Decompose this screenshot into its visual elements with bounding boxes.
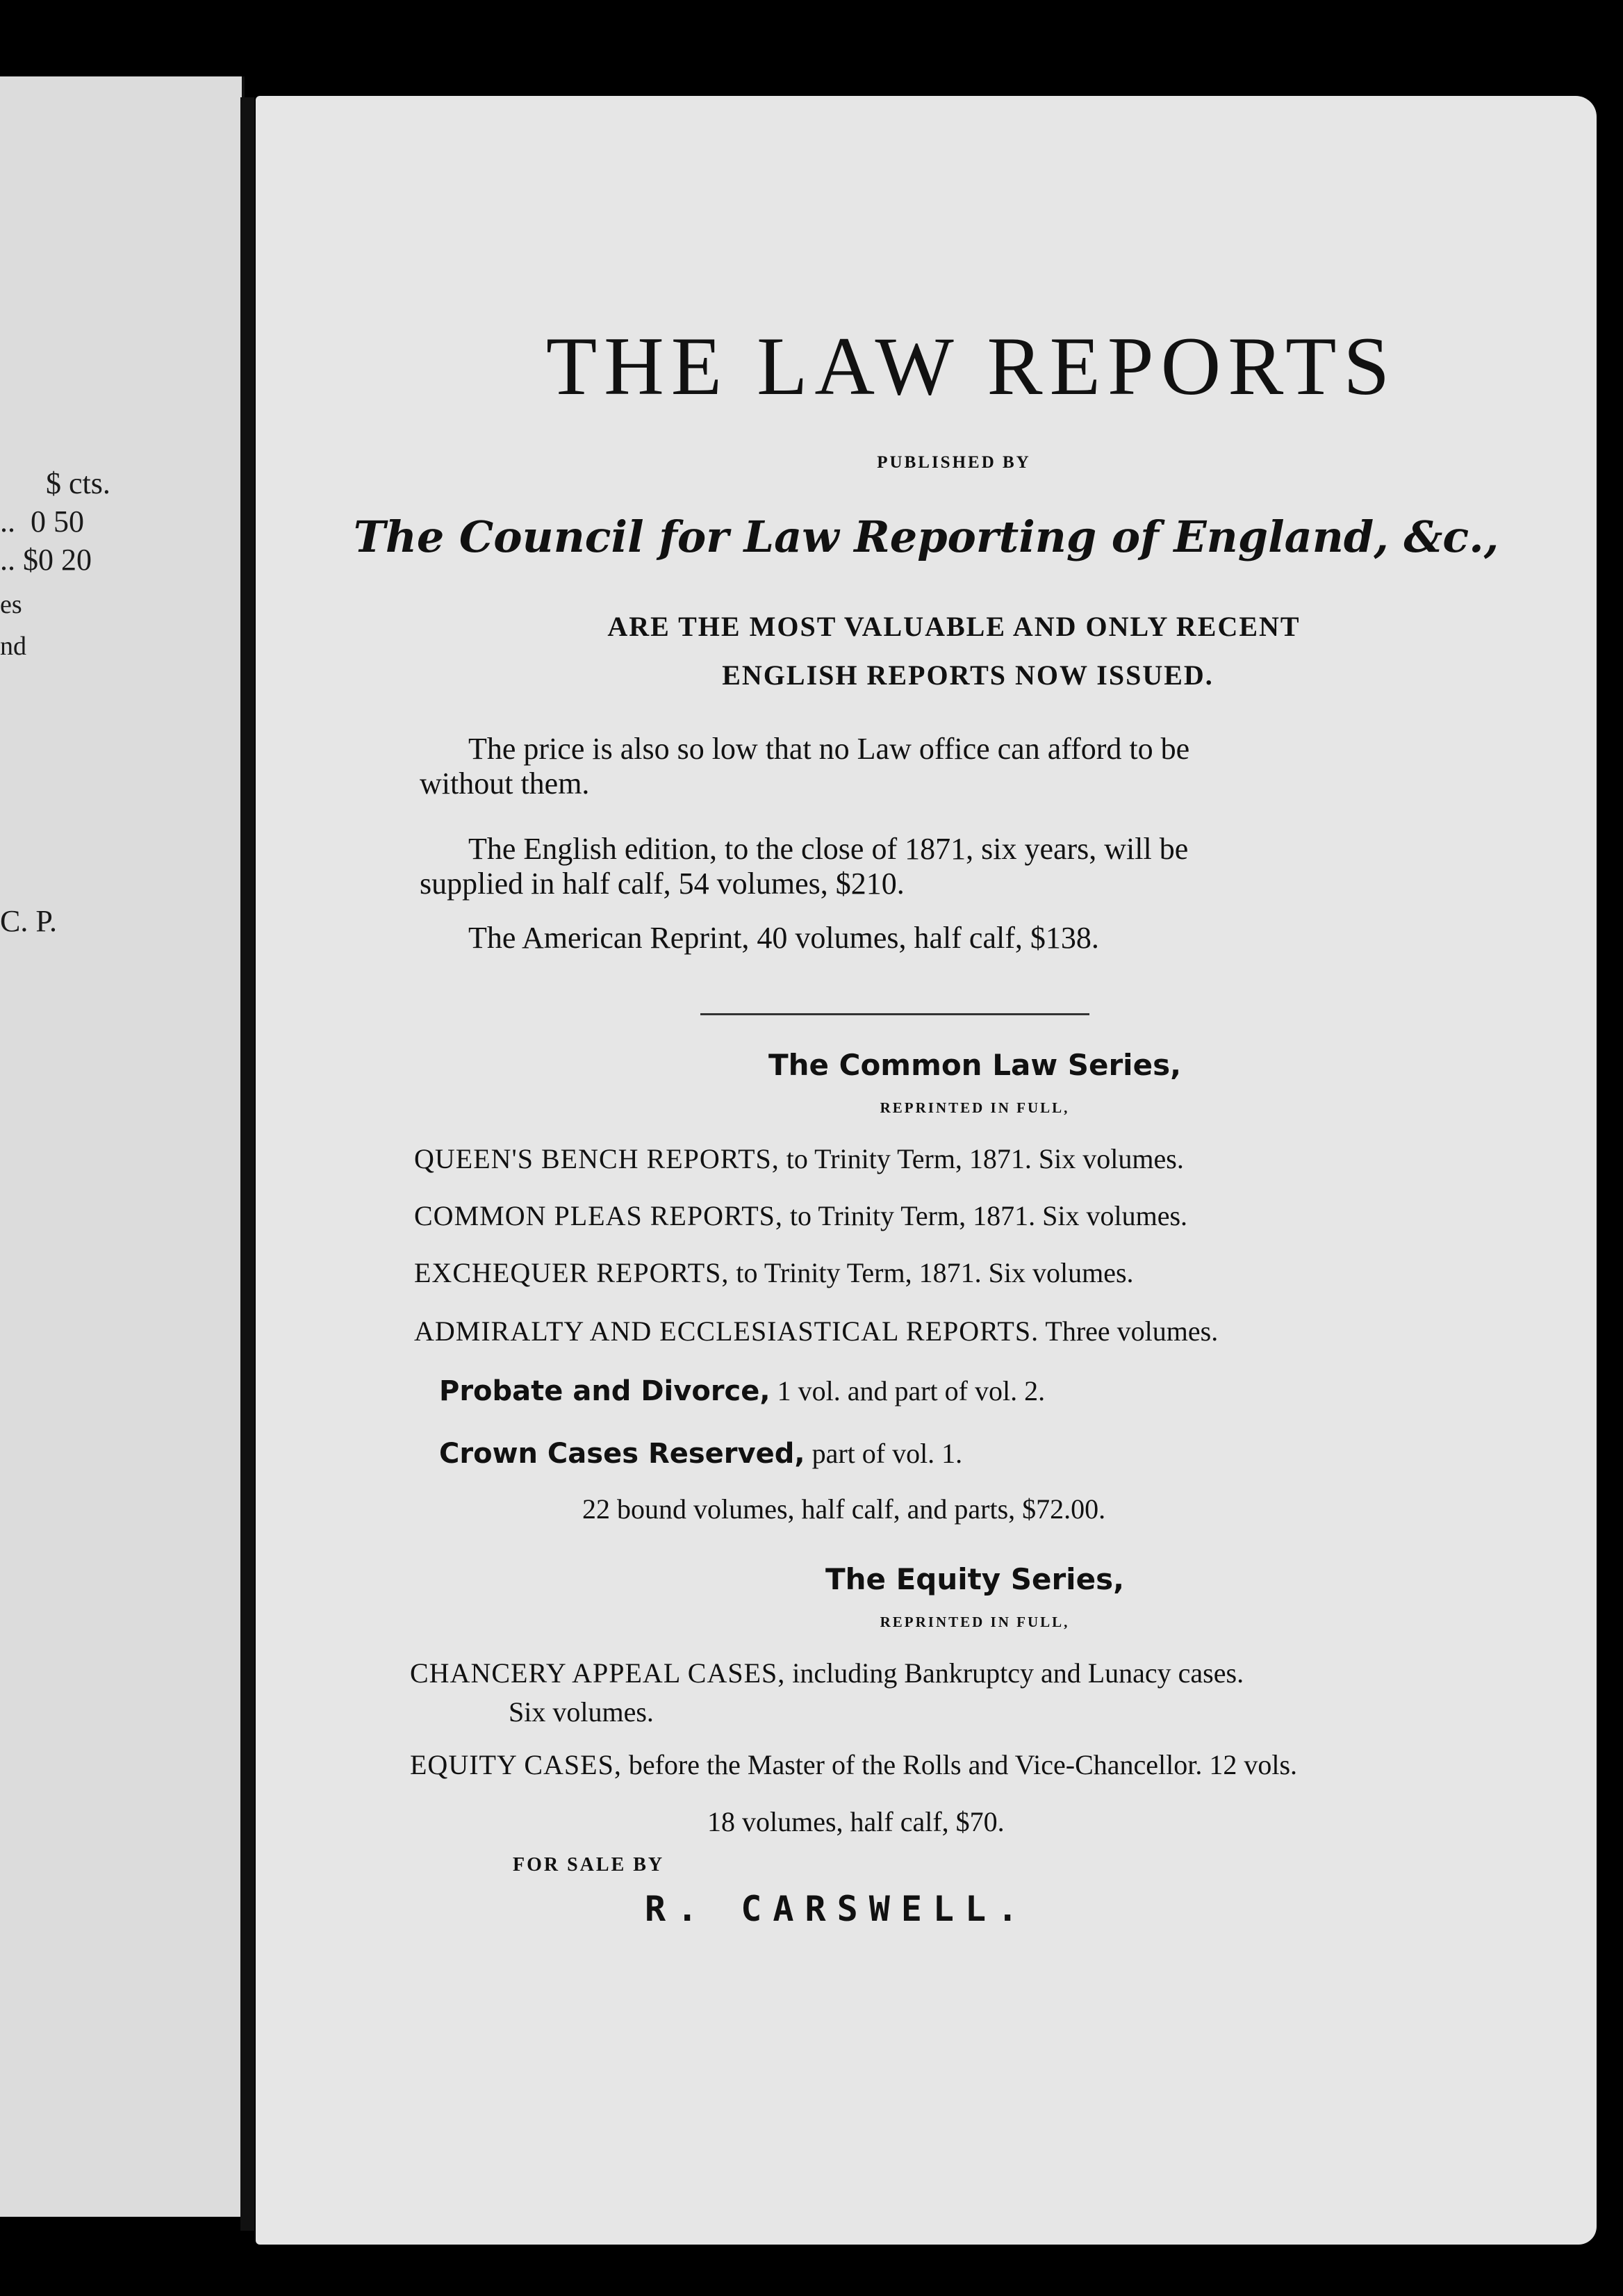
crown-cases-label: Crown Cases Reserved, <box>439 1438 805 1470</box>
common-law-title: The Common Law Series, <box>768 1048 1182 1082</box>
prev-currency-header: $ cts. <box>46 466 110 500</box>
tagline-line-2: ENGLISH REPORTS NOW ISSUED. <box>722 659 1214 691</box>
report-name: EXCHEQUER REPORTS, <box>414 1257 730 1288</box>
report-detail: Three volumes. <box>1045 1315 1219 1347</box>
document-page <box>256 96 1597 2245</box>
list-item <box>414 1199 1187 1232</box>
equity-subtitle: REPRINTED IN FULL, <box>880 1614 1070 1630</box>
list-item <box>414 1256 1134 1289</box>
probate-detail: 1 vol. and part of vol. 2. <box>777 1375 1046 1407</box>
common-law-subtitle: REPRINTED IN FULL, <box>880 1099 1070 1116</box>
price-line-2: without them. <box>420 766 590 801</box>
common-law-total: 22 bound volumes, half calf, and parts, $72.00. <box>582 1493 1106 1525</box>
council-name: The Council for Law Reporting of England, &c., <box>353 511 1499 562</box>
edition-line-2: supplied in half calf, 54 volumes, $210. <box>420 867 905 901</box>
list-item <box>410 1748 1297 1781</box>
report-name: COMMON PLEAS REPORTS, <box>414 1200 783 1231</box>
list-item <box>439 1375 1045 1407</box>
report-detail: to Trinity Term, 1871. Six volumes. <box>786 1143 1184 1174</box>
american-reprint: The American Reprint, 40 volumes, half calf, $138. <box>468 921 1099 955</box>
equity-title: The Equity Series, <box>825 1562 1125 1596</box>
prev-row-2: .. $0 20 <box>0 543 92 577</box>
published-by: PUBLISHED BY <box>877 453 1031 472</box>
list-item <box>439 1437 962 1470</box>
probate-label: Probate and Divorce, <box>439 1375 771 1407</box>
crown-cases-detail: part of vol. 1. <box>812 1438 963 1469</box>
list-item <box>410 1657 1244 1689</box>
report-name: CHANCERY APPEAL CASES, <box>410 1657 786 1689</box>
report-name: QUEEN'S BENCH REPORTS, <box>414 1143 780 1174</box>
divider <box>700 1013 1089 1015</box>
previous-page <box>0 76 245 2217</box>
prev-fragment-1: es <box>0 590 22 619</box>
seller-name: R. CARSWELL. <box>645 1889 1030 1929</box>
prev-fragment-3: C. P. <box>0 904 57 938</box>
equity-total: 18 volumes, half calf, $70. <box>707 1806 1005 1837</box>
edition-line-1: The English edition, to the close of 1871, six years, will be <box>468 832 1189 866</box>
report-detail: before the Master of the Rolls and Vice-Chancellor. 12 vols. <box>628 1749 1298 1780</box>
report-detail: including Bankruptcy and Lunacy cases. <box>792 1657 1244 1689</box>
page-title: THE LAW REPORTS <box>545 320 1397 412</box>
report-name: ADMIRALTY AND ECCLESIASTICAL REPORTS. <box>414 1315 1039 1347</box>
book-spine <box>240 97 254 2231</box>
for-sale-by: FOR SALE BY <box>513 1854 665 1876</box>
prev-row-1: .. 0 50 <box>0 505 84 539</box>
report-detail: to Trinity Term, 1871. Six volumes. <box>789 1200 1188 1231</box>
prev-fragment-2: nd <box>0 632 26 661</box>
report-detail: to Trinity Term, 1871. Six volumes. <box>736 1257 1134 1288</box>
price-line-1: The price is also so low that no Law office can afford to be <box>468 732 1190 766</box>
tagline-line-1: ARE THE MOST VALUABLE AND ONLY RECENT <box>607 611 1301 642</box>
chancery-volumes: Six volumes. <box>509 1696 654 1728</box>
list-item <box>414 1142 1184 1175</box>
report-name: EQUITY CASES, <box>410 1749 622 1780</box>
list-item <box>414 1315 1218 1347</box>
